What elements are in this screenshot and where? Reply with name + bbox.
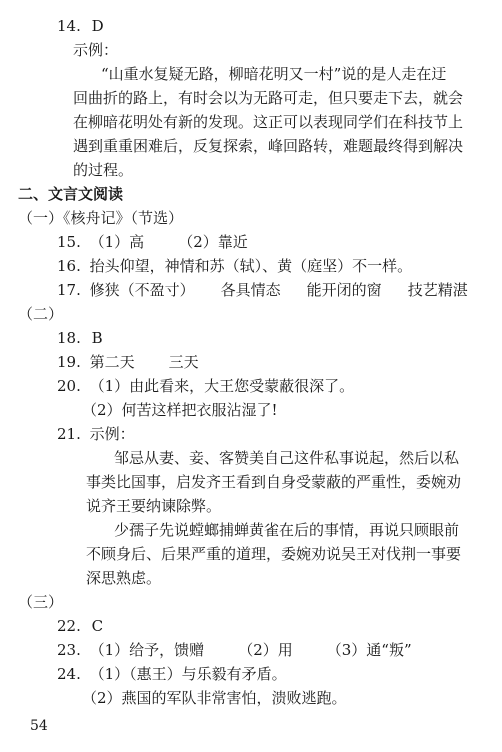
q22-number: 22. [57, 617, 81, 635]
q24-answer-1: （1）（惠王）与乐毅有矛盾。 [89, 665, 287, 683]
q21-para1-line-1: 邹忌从妻、妾、客赞美自己这件私事说起，然后以私 [114, 449, 460, 467]
q23-answer-3: （3）通“叛” [326, 641, 412, 659]
q19-answer-2: 三天 [168, 353, 199, 371]
q14-number: 14. [57, 17, 81, 35]
q14-para-line-2: 回曲折的路上，有时会以为无路可走，但只要走下去，就会 [73, 89, 464, 107]
q17-number: 17. [57, 281, 81, 299]
q21-para1-line-3: 说齐王要纳谏除弊。 [86, 497, 222, 515]
q14-example-label: 示例： [73, 41, 119, 59]
q14-answer: D [91, 17, 104, 35]
q14-para-line-4: 遇到重重困难后，反复探索，峰回路转，难题最终得到解决 [73, 137, 464, 155]
q15-number: 15. [57, 233, 81, 251]
q20-answer-2: （2）何苦这样把衣服沾湿了! [82, 401, 278, 419]
q14-para-line-1: “山重水复疑无路，柳暗花明又一村”说的是人走在迂 [101, 65, 447, 83]
section-title: 二、文言文阅读 [18, 185, 124, 203]
q17-item-4: 技艺精湛 [407, 281, 468, 299]
q18-number: 18. [57, 329, 81, 347]
q14-para-line-3: 在柳暗花明处有新的发现。这正可以表现同学们在科技节上 [73, 113, 464, 131]
q17-item-3: 能开闭的窗 [306, 281, 382, 299]
q14-para-line-5: 的过程。 [73, 161, 134, 179]
q18-answer: B [91, 329, 103, 347]
q17-item-1: 修狭（不盈寸） [89, 281, 195, 299]
part1-title: （一）《核舟记》（节选） [18, 209, 184, 227]
q24-answer-2: （2）燕国的军队非常害怕，溃败逃跑。 [82, 689, 347, 707]
q24-line-1 [57, 664, 287, 684]
part2-title: （二） [18, 305, 64, 323]
q21-para2-line-1: 少孺子先说螳螂捕蝉黄雀在后的事情，再说只顾眼前 [114, 521, 460, 539]
q21-example-label: 示例： [89, 425, 135, 443]
q21-para1-line-2: 事类比国事，启发齐王看到自身受蒙蔽的严重性，委婉劝 [86, 473, 462, 491]
q16-number: 16. [57, 257, 81, 275]
q20-number: 20. [57, 377, 81, 395]
q23-line [57, 640, 412, 660]
q21-para2-line-3: 深思熟虑。 [86, 569, 162, 587]
q22-answer: C [91, 617, 104, 635]
q19-answer-1: 第二天 [89, 353, 135, 371]
q17-item-2: 各具情态 [220, 281, 281, 299]
q19-number: 19. [57, 353, 81, 371]
q23-answer-2: （2）用 [238, 641, 293, 659]
q21-para2-line-2: 不顾身后、后果严重的道理，委婉劝说吴王对伐荆一事要 [86, 545, 462, 563]
q20-answer-1: （1）由此看来，大王您受蒙蔽很深了。 [89, 377, 355, 395]
page-number: 54 [30, 718, 48, 734]
q23-number: 23. [57, 641, 81, 659]
q16-answer: 抬头仰望，神情和苏（轼）、黄（庭坚）不一样。 [89, 257, 413, 275]
q24-number: 24. [57, 665, 81, 683]
q15-answer-2: （2）靠近 [178, 233, 248, 251]
q23-answer-1: （1）给予，馈赠 [89, 641, 205, 659]
q21-number: 21. [57, 425, 81, 443]
q15-answer-1: （1）高 [89, 233, 145, 251]
part3-title: （三） [18, 593, 64, 611]
